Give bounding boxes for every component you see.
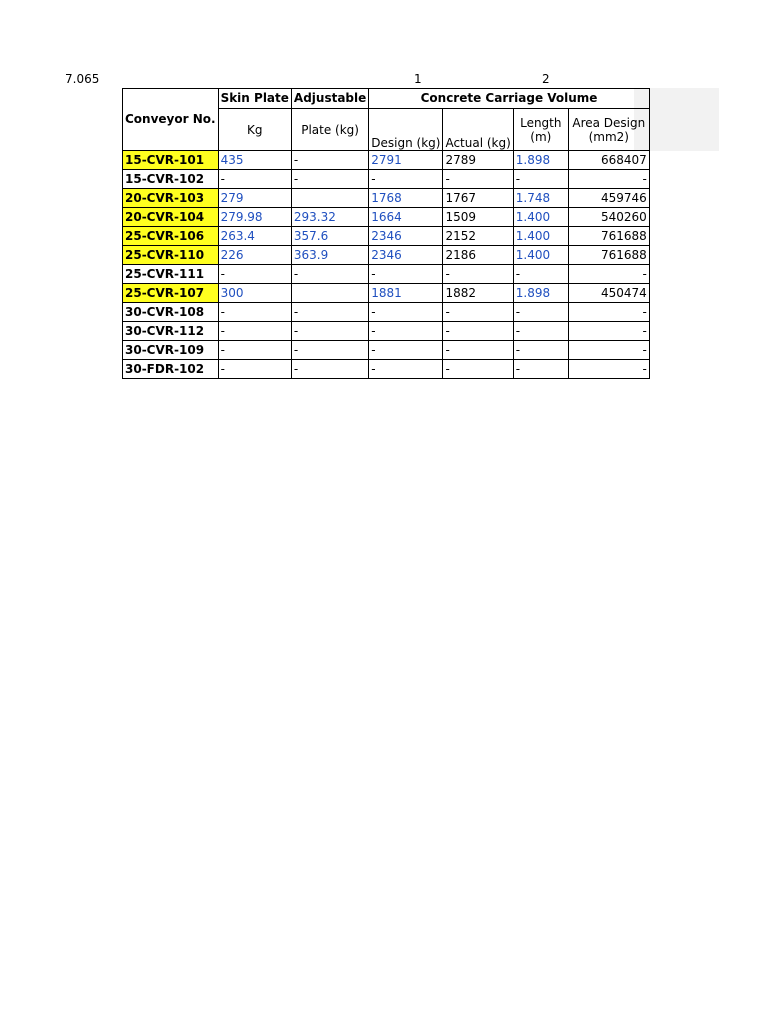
conveyor-cell[interactable]: 20-CVR-104	[123, 208, 219, 227]
adjustable-plate-cell[interactable]: -	[291, 170, 368, 189]
design-kg-cell[interactable]: 1664	[369, 208, 443, 227]
length-cell[interactable]: -	[513, 170, 568, 189]
table-row	[123, 284, 650, 303]
conveyor-cell[interactable]: 25-CVR-107	[123, 284, 219, 303]
skin-plate-cell[interactable]: -	[218, 322, 291, 341]
length-cell[interactable]: 1.400	[513, 208, 568, 227]
area-design-cell[interactable]: 761688	[568, 246, 649, 265]
adjustable-plate-cell[interactable]: -	[291, 303, 368, 322]
table-row	[123, 322, 650, 341]
actual-kg-cell[interactable]: -	[443, 341, 513, 360]
skin-plate-cell[interactable]: -	[218, 170, 291, 189]
adjustable-plate-cell[interactable]	[291, 284, 368, 303]
design-kg-cell[interactable]: 2346	[369, 227, 443, 246]
skin-plate-cell[interactable]: 279	[218, 189, 291, 208]
table-row	[123, 303, 650, 322]
design-kg-cell[interactable]: -	[369, 322, 443, 341]
header-area-design[interactable]: Area Design (mm2)	[568, 109, 649, 151]
column-marker-2: 2	[542, 72, 550, 86]
length-cell[interactable]: 1.898	[513, 284, 568, 303]
header-length[interactable]: Length (m)	[513, 109, 568, 151]
length-cell[interactable]: -	[513, 303, 568, 322]
adjustable-plate-cell[interactable]: -	[291, 341, 368, 360]
adjustable-plate-cell[interactable]	[291, 189, 368, 208]
adjustable-plate-cell[interactable]: -	[291, 360, 368, 379]
conveyor-cell[interactable]: 30-CVR-108	[123, 303, 219, 322]
area-design-cell[interactable]: 450474	[568, 284, 649, 303]
adjustable-plate-cell[interactable]: 357.6	[291, 227, 368, 246]
area-design-cell[interactable]: -	[568, 341, 649, 360]
design-kg-cell[interactable]: 2791	[369, 151, 443, 170]
design-kg-cell[interactable]: -	[369, 341, 443, 360]
area-design-cell[interactable]: -	[568, 303, 649, 322]
table-row	[123, 246, 650, 265]
skin-plate-cell[interactable]: 263.4	[218, 227, 291, 246]
area-design-cell[interactable]: -	[568, 322, 649, 341]
area-design-cell[interactable]: -	[568, 265, 649, 284]
actual-kg-cell[interactable]: 1509	[443, 208, 513, 227]
header-adjustable[interactable]: Adjustable	[291, 89, 368, 109]
header-conveyor-no[interactable]: Conveyor No.	[123, 89, 219, 151]
table-row	[123, 341, 650, 360]
length-cell[interactable]: 1.400	[513, 227, 568, 246]
actual-kg-cell[interactable]: 2152	[443, 227, 513, 246]
adjustable-plate-cell[interactable]: 363.9	[291, 246, 368, 265]
skin-plate-cell[interactable]: 279.98	[218, 208, 291, 227]
skin-plate-cell[interactable]: 226	[218, 246, 291, 265]
header-concrete-carriage-volume[interactable]: Concrete Carriage Volume	[369, 89, 650, 109]
actual-kg-cell[interactable]: -	[443, 170, 513, 189]
table-row	[123, 360, 650, 379]
area-design-cell[interactable]: 761688	[568, 227, 649, 246]
conveyor-cell[interactable]: 15-CVR-101	[123, 151, 219, 170]
design-kg-cell[interactable]: -	[369, 360, 443, 379]
actual-kg-cell[interactable]: -	[443, 322, 513, 341]
header-plate-kg[interactable]: Plate (kg)	[291, 109, 368, 151]
area-design-cell[interactable]: 668407	[568, 151, 649, 170]
area-design-cell[interactable]: -	[568, 360, 649, 379]
skin-plate-cell[interactable]: 300	[218, 284, 291, 303]
header-skin-plate[interactable]: Skin Plate	[218, 89, 291, 109]
length-cell[interactable]: 1.400	[513, 246, 568, 265]
header-design-kg[interactable]: Design (kg)	[369, 109, 443, 151]
skin-plate-cell[interactable]: 435	[218, 151, 291, 170]
actual-kg-cell[interactable]: -	[443, 360, 513, 379]
length-cell[interactable]: 1.898	[513, 151, 568, 170]
conveyor-cell[interactable]: 15-CVR-102	[123, 170, 219, 189]
table-row	[123, 265, 650, 284]
actual-kg-cell[interactable]: -	[443, 265, 513, 284]
header-actual-kg[interactable]: Actual (kg)	[443, 109, 513, 151]
conveyor-cell[interactable]: 30-CVR-112	[123, 322, 219, 341]
adjustable-plate-cell[interactable]: -	[291, 151, 368, 170]
top-left-value: 7.065	[65, 72, 100, 86]
area-design-cell[interactable]: 540260	[568, 208, 649, 227]
actual-kg-cell[interactable]: 2789	[443, 151, 513, 170]
table-row	[123, 189, 650, 208]
area-design-cell[interactable]: 459746	[568, 189, 649, 208]
actual-kg-cell[interactable]: 1882	[443, 284, 513, 303]
actual-kg-cell[interactable]: 1767	[443, 189, 513, 208]
skin-plate-cell[interactable]: -	[218, 303, 291, 322]
conveyor-cell[interactable]: 25-CVR-110	[123, 246, 219, 265]
skin-plate-cell[interactable]: -	[218, 360, 291, 379]
skin-plate-cell[interactable]: -	[218, 341, 291, 360]
length-cell[interactable]: -	[513, 265, 568, 284]
design-kg-cell[interactable]: -	[369, 265, 443, 284]
design-kg-cell[interactable]: 1881	[369, 284, 443, 303]
conveyor-table	[122, 88, 650, 379]
length-cell[interactable]: -	[513, 341, 568, 360]
adjustable-plate-cell[interactable]: -	[291, 265, 368, 284]
table-row	[123, 208, 650, 227]
design-kg-cell[interactable]: 2346	[369, 246, 443, 265]
actual-kg-cell[interactable]: -	[443, 303, 513, 322]
table-row	[123, 170, 650, 189]
design-kg-cell[interactable]: -	[369, 303, 443, 322]
conveyor-cell[interactable]: 25-CVR-106	[123, 227, 219, 246]
adjustable-plate-cell[interactable]: 293.32	[291, 208, 368, 227]
actual-kg-cell[interactable]: 2186	[443, 246, 513, 265]
length-cell[interactable]: -	[513, 360, 568, 379]
conveyor-cell[interactable]: 20-CVR-103	[123, 189, 219, 208]
area-design-cell[interactable]: -	[568, 170, 649, 189]
header-kg[interactable]: Kg	[218, 109, 291, 151]
design-kg-cell[interactable]: 1768	[369, 189, 443, 208]
conveyor-cell[interactable]: 30-FDR-102	[123, 360, 219, 379]
skin-plate-cell[interactable]: -	[218, 265, 291, 284]
length-cell[interactable]: 1.748	[513, 189, 568, 208]
adjustable-plate-cell[interactable]: -	[291, 322, 368, 341]
table-row	[123, 151, 650, 170]
conveyor-cell[interactable]: 30-CVR-109	[123, 341, 219, 360]
length-cell[interactable]: -	[513, 322, 568, 341]
column-marker-1: 1	[414, 72, 422, 86]
design-kg-cell[interactable]: -	[369, 170, 443, 189]
conveyor-cell[interactable]: 25-CVR-111	[123, 265, 219, 284]
table-row	[123, 227, 650, 246]
